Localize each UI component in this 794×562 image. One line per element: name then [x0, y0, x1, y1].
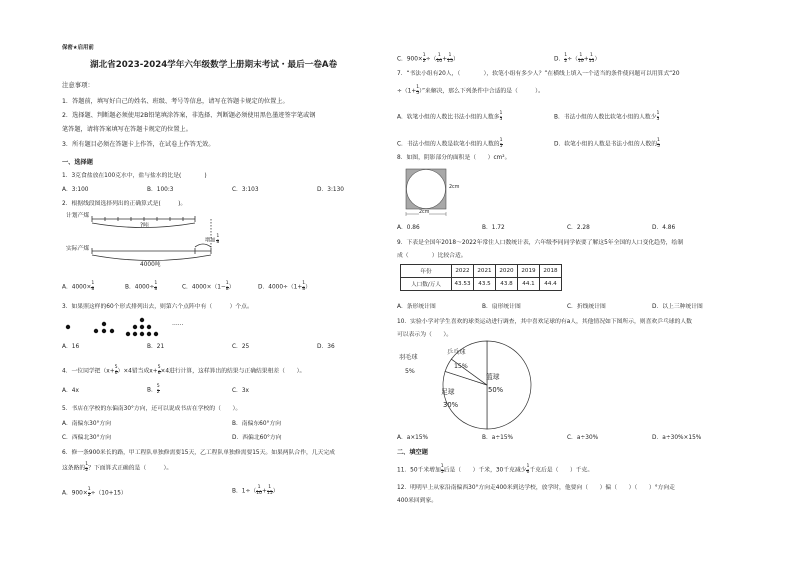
q8-option-c: C．2.28 — [567, 225, 590, 231]
note-3: 3．所有题目必须在答题卡上作答，在试卷上作答无效。 — [62, 141, 215, 148]
question-4: 4．一位同学把（x+ $\frac{5}{6}$ ）×4错当成x+ $\frac{5}{6}$ ×4进行计算，这样算出的结果与正确结果相差（ ）。 — [62, 365, 306, 376]
exam-title: 湖北省2023-2024学年六年级数学上册期末考试・最后一卷A卷 — [90, 60, 338, 70]
q8-option-b: B．1.72 — [482, 225, 505, 231]
q3-option-b: B．21 — [147, 344, 165, 350]
question-12-cont: 400米回到家。 — [397, 498, 438, 504]
q3-option-d: D．36 — [317, 344, 335, 350]
question-9-cont: 成（ ）比较合适。 — [397, 253, 467, 259]
table-row — [401, 278, 562, 291]
total-tons-label: 4000吨 — [140, 262, 161, 268]
question-1: 1．3克食盐放在100克水中，盐与盐水的比是( ) — [62, 173, 207, 179]
note-2-cont: 笔答题，请将答案填写在答题卡规定的位置上。 — [62, 126, 192, 133]
q6-option-c: C．900× $\frac{1}{2}$ ÷（ $\frac{1}{10}$ + $\frac{1}{15}$ ） — [397, 53, 459, 64]
right-page — [397, 0, 794, 562]
table-cell: 43.8 — [496, 278, 518, 291]
population-table — [400, 264, 562, 291]
q7-option-a: A．软笔小组的人数比书法小组的人数多 $\frac{1}{5}$ — [397, 111, 503, 122]
q5-option-c: C．西偏北30°方向 — [62, 435, 112, 441]
note-1: 1．答题前，填写好自己的姓名、班级、考号等信息，请写在答题卡规定的位置上。 — [62, 98, 289, 105]
bottom-length-label: 2cm — [419, 210, 430, 215]
table-cell: 2019 — [518, 265, 540, 278]
question-7-cont: ÷（1+ $\frac{1}{5}$ ）”来解决，那么下列条件中合适的是（ ）。 — [397, 85, 544, 96]
pie-label-football: 足球 — [441, 388, 455, 396]
q2-option-b: B．4000÷ $\frac{1}{8}$ — [125, 281, 158, 292]
q5-option-d: D．西偏北60°方向 — [232, 435, 282, 441]
table-cell: 年份 — [401, 265, 452, 278]
table-cell: 2018 — [540, 265, 562, 278]
q6-option-a: A．900× $\frac{1}{2}$ ÷（10+15） — [62, 487, 127, 498]
question-9: 9．下表是全国年2018～2022年常住人口数统计表，六年级李同同学依要了解这5年全国的人口变化趋势，绘制 — [397, 240, 684, 246]
q10-option-b: B．a÷15% — [482, 435, 514, 441]
dots-ellipsis: …… — [172, 321, 184, 327]
q4-option-b: B． $\frac{5}{2}$ — [147, 384, 160, 395]
plan-label: 计划产煤 — [66, 213, 90, 219]
question-6: 6．修一条900米长的路，甲工程队单独修需要15天，乙工程队单独修需要15天。如果两队合作，几天完成 — [62, 450, 335, 456]
table-cell: 2021 — [474, 265, 496, 278]
q1-option-c: C．3:103 — [232, 187, 259, 193]
q8-option-a: A．0.86 — [397, 225, 420, 231]
q8-option-d: D．4.86 — [652, 225, 676, 231]
q6-option-b: B．1÷（ $\frac{1}{10}$ + $\frac{1}{15}$ ） — [232, 485, 279, 496]
section-2-heading: 二、填空题 — [397, 449, 428, 456]
question-10: 10．实验小学对学生喜欢的球类运动进行调查，其中喜欢足球的有a人，其他情况如下图所示，则喜欢乒乓球的人数 — [397, 319, 692, 325]
q10-option-c: C．a÷30% — [567, 435, 599, 441]
q10-option-a: A．a×15% — [397, 435, 429, 441]
question-3: 3．如果照这样的60个形式排列出去，则第六个点阵中有（ ）个点。 — [62, 304, 253, 310]
increase-label: 增加 $\frac{1}{8}$ — [205, 234, 220, 245]
pie-value-football: 30% — [443, 401, 459, 409]
pie-value-badminton: 5% — [405, 368, 415, 375]
q7-option-c: C．书法小组的人数是软笔小组的人数的 $\frac{1}{5}$ — [397, 138, 503, 149]
table-cell: 人口数/万人 — [401, 278, 452, 291]
pie-slice-basketball — [487, 341, 531, 429]
question-7: 7．“书法小组有20人，（ ），软笔小组有多少人？”在横线上填入一个适当的条件使问题可以用算式“20 — [397, 71, 680, 77]
q6-option-d: D． $\frac{1}{2}$ ÷（ $\frac{1}{10}$ + $\frac{1}{15}$ ） — [554, 53, 601, 64]
q7-option-b: B．书法小组的人数比软笔小组的人数少 $\frac{1}{5}$ — [554, 111, 660, 122]
section-1-heading: 一、选择题 — [62, 159, 93, 166]
pie-label-basketball: 篮球 — [486, 373, 500, 381]
question-6-cont: 这条路的 $\frac{1}{2}$ ？下面算式正确的是（ ）。 — [62, 462, 173, 473]
q4-option-a: A．4x — [62, 388, 79, 394]
q7-option-d: D．软笔小组的人数是书法小组的人数的 $\frac{1}{5}$ — [554, 138, 660, 149]
pie-label-pingpong: 乒乓球 — [447, 349, 466, 356]
question-8: 8．如图，阴影部分的面积是（ ）cm²。 — [397, 155, 511, 161]
question-5: 5．书店在学校的东偏南30°方向，还可以说成书店在学校的（ ）。 — [62, 406, 242, 412]
q3-option-c: C．25 — [232, 344, 250, 350]
actual-label: 实际产煤 — [66, 246, 90, 252]
note-2: 2．选择题、判断题必须使用2B铅笔填涂答案，非选择、判断题必须使用黑色墨迹签字笔或钢 — [62, 112, 316, 119]
pie-value-pingpong: 15% — [454, 363, 468, 370]
table-header-row — [401, 265, 562, 278]
pie-value-basketball: 50% — [488, 386, 504, 394]
q9-option-c: C．折线统计图 — [567, 304, 606, 310]
ball-sports-pie-chart — [417, 337, 557, 433]
q2-option-c: C．4000×（1− $\frac{1}{8}$ ） — [182, 281, 235, 292]
table-cell: 43.53 — [452, 278, 474, 291]
q2-option-d: D．4000÷（1+ $\frac{1}{8}$ ） — [258, 281, 311, 292]
table-cell: 2022 — [452, 265, 474, 278]
table-cell: 2020 — [496, 265, 518, 278]
side-length-label: 2cm — [449, 185, 460, 190]
question-10-cont: 可以表示为（ ）。 — [397, 332, 453, 338]
q9-option-a: A．条形统计图 — [397, 304, 436, 310]
q1-option-b: B．100:3 — [147, 187, 174, 193]
segment-diagram — [0, 0, 397, 280]
q9-option-b: B．扇形统计图 — [482, 304, 521, 310]
question-2: 2．根据线段图选择列出的正确算式是( )。 — [62, 201, 187, 207]
dot-pattern — [60, 316, 210, 338]
q5-option-a: A．南偏东30°方向 — [62, 421, 112, 427]
unknown-tons-label: ?吨 — [140, 223, 149, 229]
table-cell: 44.1 — [518, 278, 540, 291]
q10-option-d: D．a÷30%×15% — [652, 435, 702, 441]
secret-label: 保密★启用前 — [62, 45, 94, 51]
q4-option-c: C．3x — [232, 388, 249, 394]
q2-option-a: A．4000× $\frac{1}{8}$ — [62, 281, 95, 292]
question-12: 12．明明早上从家沿南偏西30°方向走400米到达学校，放学时，他要向（ ）偏（ ）（ ）°方向走 — [397, 485, 675, 491]
q1-option-d: D．3:130 — [317, 187, 344, 193]
pie-label-badminton: 羽毛球 — [399, 354, 418, 361]
q1-option-a: A．3:100 — [62, 187, 89, 193]
q3-option-a: A．16 — [62, 344, 80, 350]
table-cell: 43.5 — [474, 278, 496, 291]
question-11: 11．50千米增加 $\frac{1}{5}$ 后是（ ）千米，30千克减少 $\frac{1}{6}$ 千克后是（ ）千克。 — [397, 464, 594, 475]
table-cell: 44.4 — [540, 278, 562, 291]
q5-option-b: B．南偏东60°方向 — [232, 421, 282, 427]
q9-option-d: D．以上三种统计图 — [652, 304, 703, 310]
shaded-square-figure — [405, 168, 455, 220]
notes-title: 注意事项： — [62, 81, 94, 89]
